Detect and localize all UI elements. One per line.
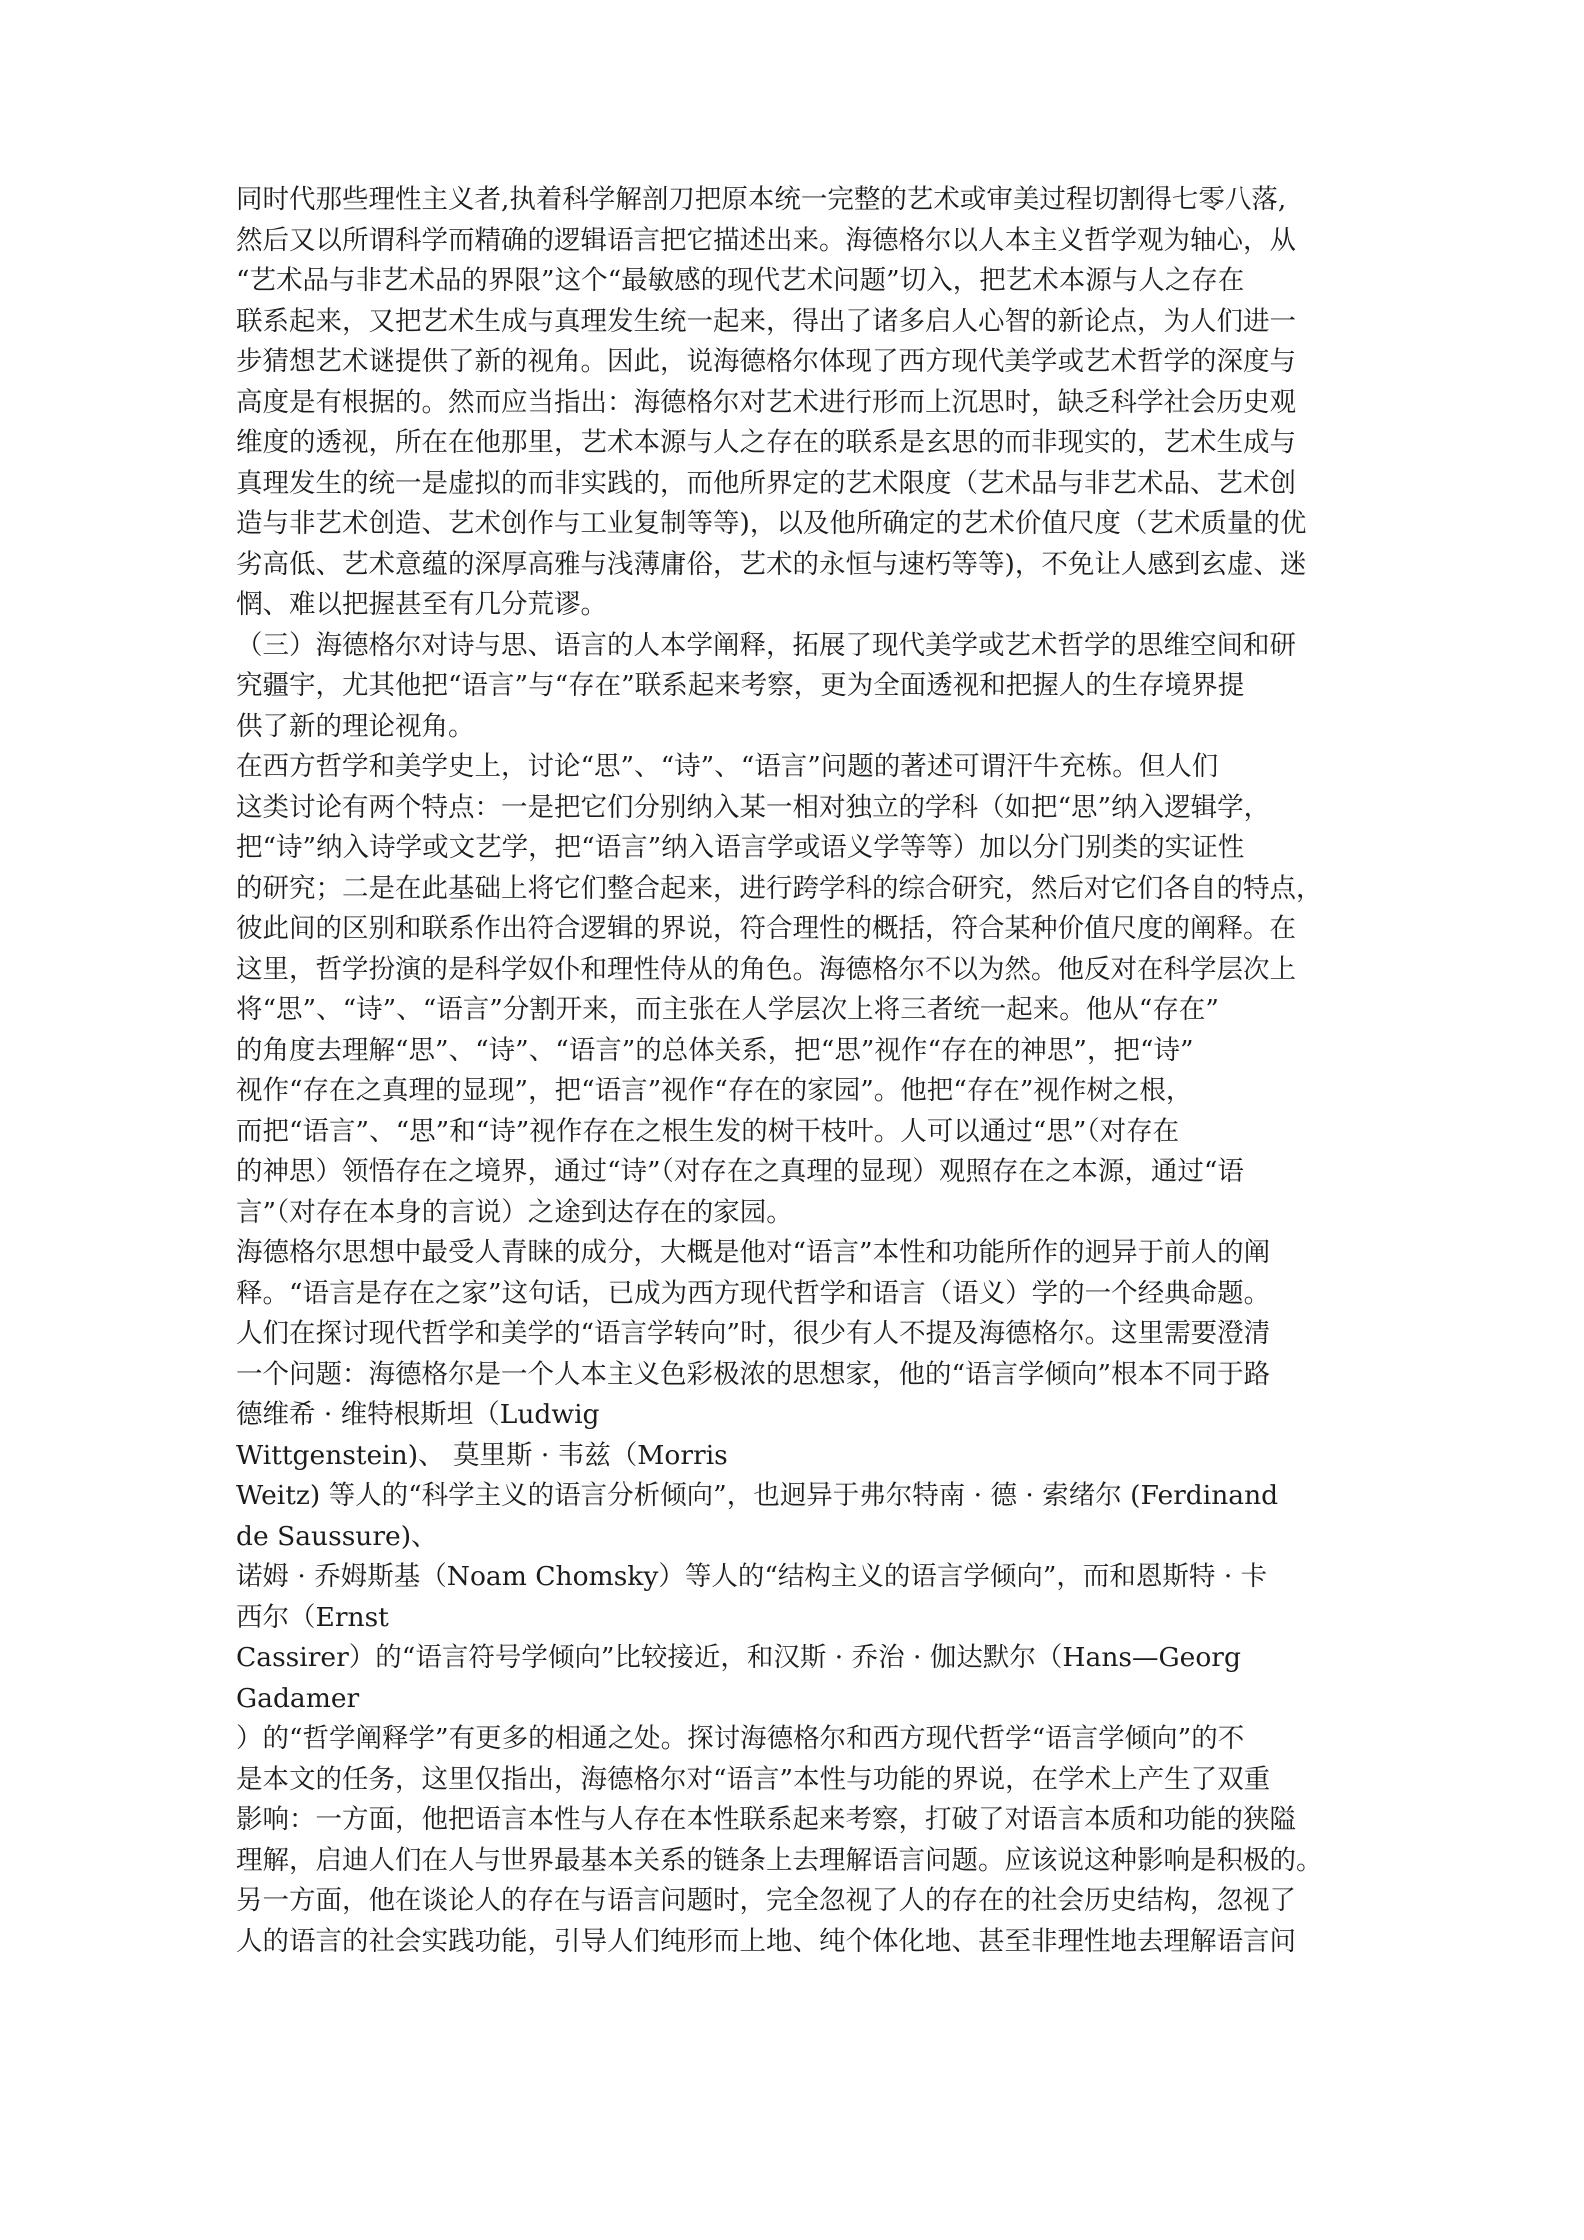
text-line: 彼此间的区别和联系作出符合逻辑的界说，符合理性的概括，符合某种价值尺度的阐释。在 <box>236 913 1296 944</box>
text-line: 真理发生的统一是虚拟的而非实践的，而他所界定的艺术限度（艺术品与非艺术品、艺术创 <box>236 467 1296 499</box>
text-line: 视作“存在之真理的显现”，把“语言”视作“存在的家园”。他把“存在”视作树之根， <box>236 1075 1193 1106</box>
text-line: 高度是有根据的。然而应当指出：海德格尔对艺术进行形而上沉思时，缺乏科学社会历史观 <box>236 386 1296 418</box>
text-line: 言”（对存在本身的言说）之途到达存在的家园。 <box>236 1196 793 1228</box>
text-line: 而把“语言”、“思”和“诗”视作存在之根生发的树干枝叶。人可以通过“思”（对存在 <box>236 1115 1180 1147</box>
text-line: 将“思”、“诗”、“语言”分割开来，而主张在人学层次上将三者统一起来。他从“存在” <box>236 994 1219 1025</box>
text-line: 西尔（Ernst <box>236 1601 389 1633</box>
text-line: 在西方哲学和美学史上，讨论“思”、“诗”、“语言”问题的著述可谓汗牛充栋。但人们 <box>236 751 1219 782</box>
text-line: 理解，启迪人们在人与世界最基本关系的链条上去理解语言问题。应该说这种影响是积极的。 <box>236 1844 1323 1876</box>
text-line: 联系起来，又把艺术生成与真理发生统一起来，得出了诸多启人心智的新论点，为人们进一 <box>236 305 1296 337</box>
text-line: 步猜想艺术谜提供了新的视角。因此，说海德格尔体现了西方现代美学或艺术哲学的深度与 <box>236 346 1296 377</box>
text-line: 维度的透视，所在在他那里，艺术本源与人之存在的联系是玄思的而非现实的，艺术生成与 <box>236 427 1296 458</box>
text-line: 惘、难以把握甚至有几分荒谬。 <box>236 589 607 620</box>
text-line: 人们在探讨现代哲学和美学的“语言学转向”时，很少有人不提及海德格尔。这里需要澄清 <box>236 1318 1271 1349</box>
text-line: 然后又以所谓科学而精确的逻辑语言把它描述出来。海德格尔以人本主义哲学观为轴心，从 <box>236 224 1296 256</box>
text-line: 的神思）领悟存在之境界，通过“诗”（对存在之真理的显现）观照存在之本源，通过“语 <box>236 1156 1244 1187</box>
text-line: 另一方面，他在谈论人的存在与语言问题时，完全忽视了人的存在的社会历史结构，忽视了 <box>236 1885 1296 1916</box>
text-line: 这类讨论有两个特点：一是把它们分别纳入某一相对独立的学科（如把“思”纳入逻辑学， <box>236 791 1271 823</box>
text-line: 造与非艺术创造、艺术创作与工业复制等等)，以及他所确定的艺术价值尺度（艺术质量的优 <box>236 508 1307 539</box>
text-line: “艺术品与非艺术品的界限”这个“最敏感的现代艺术问题”切入，把艺术本源与人之存在 <box>236 265 1245 296</box>
text-line: 德维希 · 维特根斯坦（Ludwig <box>236 1399 600 1430</box>
text-line: 这里，哲学扮演的是科学奴仆和理性侍从的角色。海德格尔不以为然。他反对在科学层次上 <box>236 953 1296 985</box>
text-line: 诺姆 · 乔姆斯基（Noam Chomsky）等人的“结构主义的语言学倾向”，而和恩斯特 · 卡 <box>236 1561 1268 1592</box>
text-line: 一个问题：海德格尔是一个人本主义色彩极浓的思想家，他的“语言学倾向”根本不同于路 <box>236 1358 1271 1390</box>
text-line: 究疆宇，尤其他把“语言”与“存在”联系起来考察，更为全面透视和把握人的生存境界提 <box>236 670 1245 701</box>
text-line: Cassirer）的“语言符号学倾向”比较接近，和汉斯 · 乔治 · 伽达默尔（Hans—Georg <box>236 1642 1241 1673</box>
text-line: 同时代那些理性主义者,执着科学解剖刀把原本统一完整的艺术或审美过程切割得七零八落, <box>236 184 1287 215</box>
text-line: 人的语言的社会实践功能，引导人们纯形而上地、纯个体化地、甚至非理性地去理解语言问 <box>236 1925 1296 1957</box>
text-line: 释。“语言是存在之家”这句话，已成为西方现代哲学和语言（语义）学的一个经典命题。 <box>236 1277 1271 1309</box>
text-line: Gadamer <box>236 1682 360 1714</box>
text-line: ）的“哲学阐释学”有更多的相通之处。探讨海德格尔和西方现代哲学“语言学倾向”的不 <box>236 1723 1245 1754</box>
body-text <box>236 180 1356 1962</box>
text-line: 供了新的理论视角。 <box>236 710 475 742</box>
text-line: （三）海德格尔对诗与思、语言的人本学阐释，拓展了现代美学或艺术哲学的思维空间和研 <box>236 629 1296 661</box>
text-line: 的研究；二是在此基础上将它们整合起来，进行跨学科的综合研究，然后对它们各自的特点， <box>236 872 1323 904</box>
text-line: 是本文的任务，这里仅指出，海德格尔对“语言”本性与功能的界说，在学术上产生了双重 <box>236 1763 1271 1795</box>
text-line: 的角度去理解“思”、“诗”、“语言”的总体关系，把“思”视作“存在的神思”，把“诗” <box>236 1034 1194 1066</box>
text-line: 劣高低、艺术意蕴的深厚高雅与浅薄庸俗，艺术的永恒与速朽等等)，不免让人感到玄虚、迷 <box>236 548 1307 580</box>
text-line: Weitz) 等人的“科学主义的语言分析倾向”，也迥异于弗尔特南 · 德 · 索绪尔 (Ferdinand <box>236 1480 1279 1511</box>
text-line: Wittgenstein)、 莫里斯 · 韦兹（Morris <box>236 1439 728 1471</box>
text-line: 影响：一方面，他把语言本性与人存在本性联系起来考察，打破了对语言本质和功能的狭隘 <box>236 1804 1296 1835</box>
text-line: de Saussure)、 <box>236 1520 438 1552</box>
text-line: 把“诗”纳入诗学或文艺学，把“语言”纳入语言学或语义学等等）加以分门别类的实证性 <box>236 832 1245 863</box>
text-line: 海德格尔思想中最受人青睐的成分，大概是他对“语言”本性和功能所作的迥异于前人的阐 <box>236 1237 1271 1268</box>
